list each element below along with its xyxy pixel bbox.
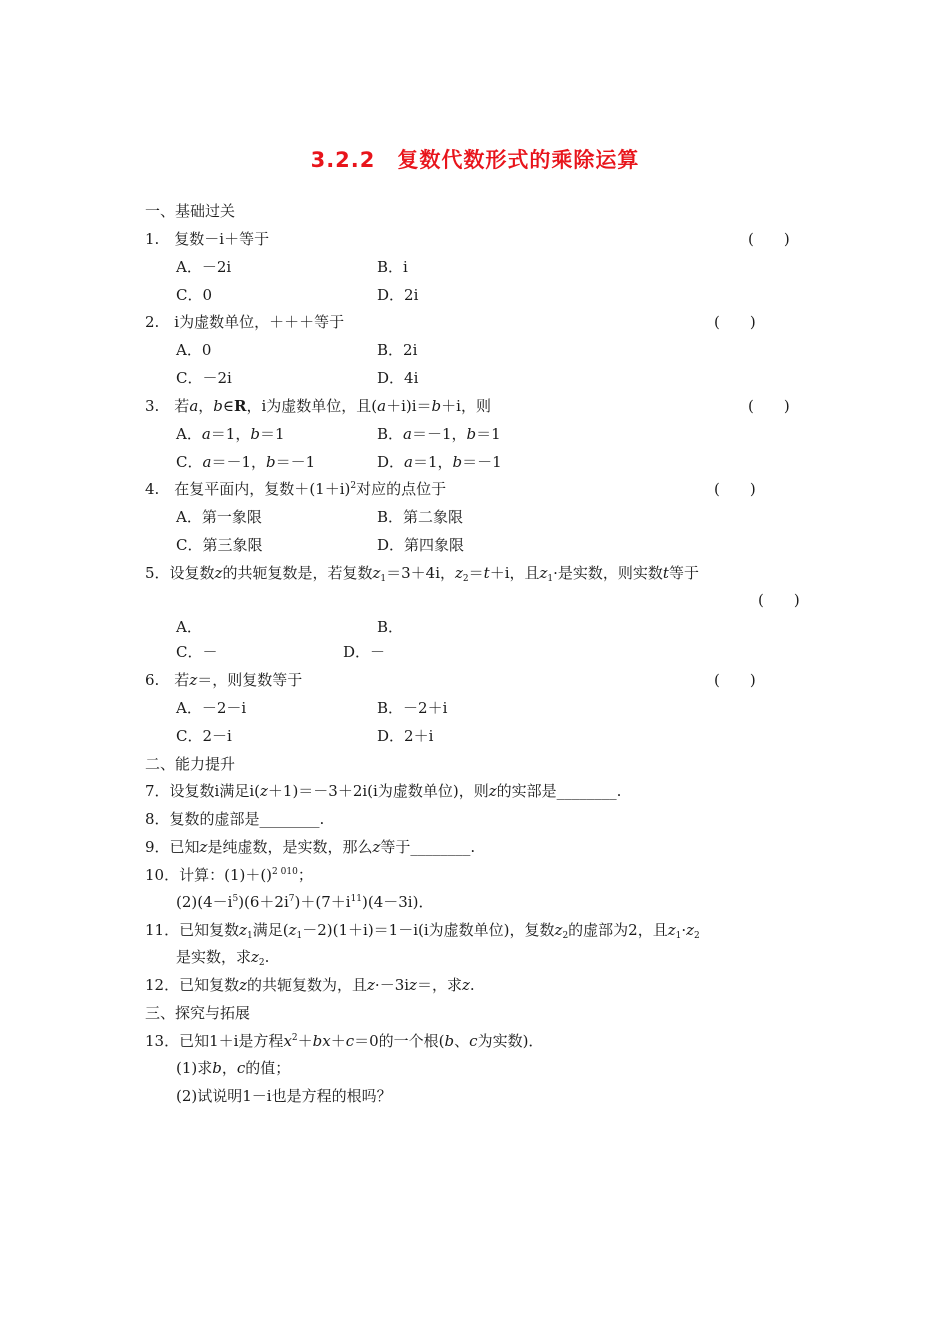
section-heading-basic: 一、基础过关	[145, 202, 236, 220]
question-8: 8．复数的虚部是________.	[145, 810, 325, 828]
answer-bracket: ( )	[714, 671, 756, 689]
question-10-part-2: $(2)(4-i^5)(6+2i^7)+(7+i^{11})(4-3i)$．	[176, 893, 434, 911]
page-title: 3.2.2 复数代数形式的乘除运算	[310, 148, 640, 172]
question-13: 13．已知1＋i是方程$x^2+bx+c=0$的一个根(b、c为实数)．	[145, 1032, 544, 1050]
question-4-stem	[145, 478, 446, 500]
question-5-stem: 5．设复数z的共轭复数是，若复数$z_1=3+4i$，$z_2=t+i$，且$z_1\cdot$是实数，则实数t等于	[145, 564, 699, 584]
section-heading-explore: 三、探究与拓展	[145, 1004, 251, 1022]
answer-bracket: ( )	[748, 230, 790, 248]
option-a: A．－2－i	[176, 699, 247, 717]
option-letter: B．	[377, 425, 404, 443]
option-a: A．0	[176, 341, 212, 359]
question-11: 11．已知复数$z_1$满足$(z_1-2)(1+i)=1-i(i$为虚数单位)，复数$z_2$的虚部为2，且$z_1\cdot z_2$	[145, 921, 700, 941]
option-b: B．a＝－1，b＝1	[377, 425, 501, 443]
option-b: B．2i	[377, 341, 418, 359]
question-7: 7．设复数i满足i(z＋1)＝－3＋2i(i为虚数单位)，则z的实部是________.	[145, 782, 622, 800]
question-13-part-1: (1)求b，c的值；	[176, 1059, 291, 1077]
option-c: C．2－i	[176, 727, 232, 745]
option-a: A．第一象限	[176, 508, 262, 526]
option-letter: A．	[176, 425, 202, 443]
option-d: D．第四象限	[377, 536, 465, 554]
answer-bracket: ( )	[758, 591, 800, 609]
option-a: A．－2i	[176, 258, 232, 276]
option-d: D．2＋i	[377, 727, 434, 745]
option-c: C．－2i	[176, 369, 232, 387]
option-d: D．4i	[377, 369, 419, 387]
question-6-stem: 6. 若z＝，则复数等于	[145, 671, 303, 689]
option-letter: C．	[176, 453, 203, 471]
answer-bracket: ( )	[748, 397, 790, 415]
option-a: A．a＝1，b＝1	[176, 425, 285, 443]
option-d: D．－	[343, 643, 386, 661]
question-11-continued: 是实数，求$z_2$.	[176, 948, 270, 968]
exponent: 2	[350, 481, 357, 491]
option-letter: D．	[377, 453, 405, 471]
answer-bracket: ( )	[714, 313, 756, 331]
question-text: 对应的点位于	[356, 480, 447, 498]
option-b: B．	[377, 618, 404, 636]
option-b: B．第二象限	[377, 508, 464, 526]
option-c: C．－	[176, 643, 218, 661]
question-9: 9．已知z是纯虚数，是实数，那么z等于________.	[145, 838, 476, 856]
question-2-stem: 2. i为虚数单位，＋＋＋等于	[145, 313, 345, 331]
option-a: A．	[176, 618, 202, 636]
question-text: 4. 在复平面内，复数＋(1＋i)	[145, 480, 351, 498]
question-1-stem: 1. 复数－i＋等于	[145, 230, 270, 248]
option-c: C．第三象限	[176, 536, 263, 554]
option-b: B．－2＋i	[377, 699, 448, 717]
option-c: C．a＝－1，b＝－1	[176, 453, 316, 471]
section-heading-ability: 二、能力提升	[145, 755, 236, 773]
option-c: C．0	[176, 286, 213, 304]
question-10: 10．计算：(1)＋()$^{2 010}$；	[145, 866, 313, 884]
option-d: D．2i	[377, 286, 419, 304]
answer-bracket: ( )	[714, 480, 756, 498]
option-b: B．i	[377, 258, 408, 276]
question-13-part-2: (2)试说明1－i也是方程的根吗？	[176, 1087, 392, 1105]
question-3-stem: 3. 若a，b∈R，i为虚数单位，且(a＋i)i＝b＋i，则	[145, 397, 491, 415]
option-d: D．a＝1，b＝－1	[377, 453, 502, 471]
question-12: 12．已知复数z的共轭复数为，且z·－3iz＝，求z.	[145, 976, 475, 994]
